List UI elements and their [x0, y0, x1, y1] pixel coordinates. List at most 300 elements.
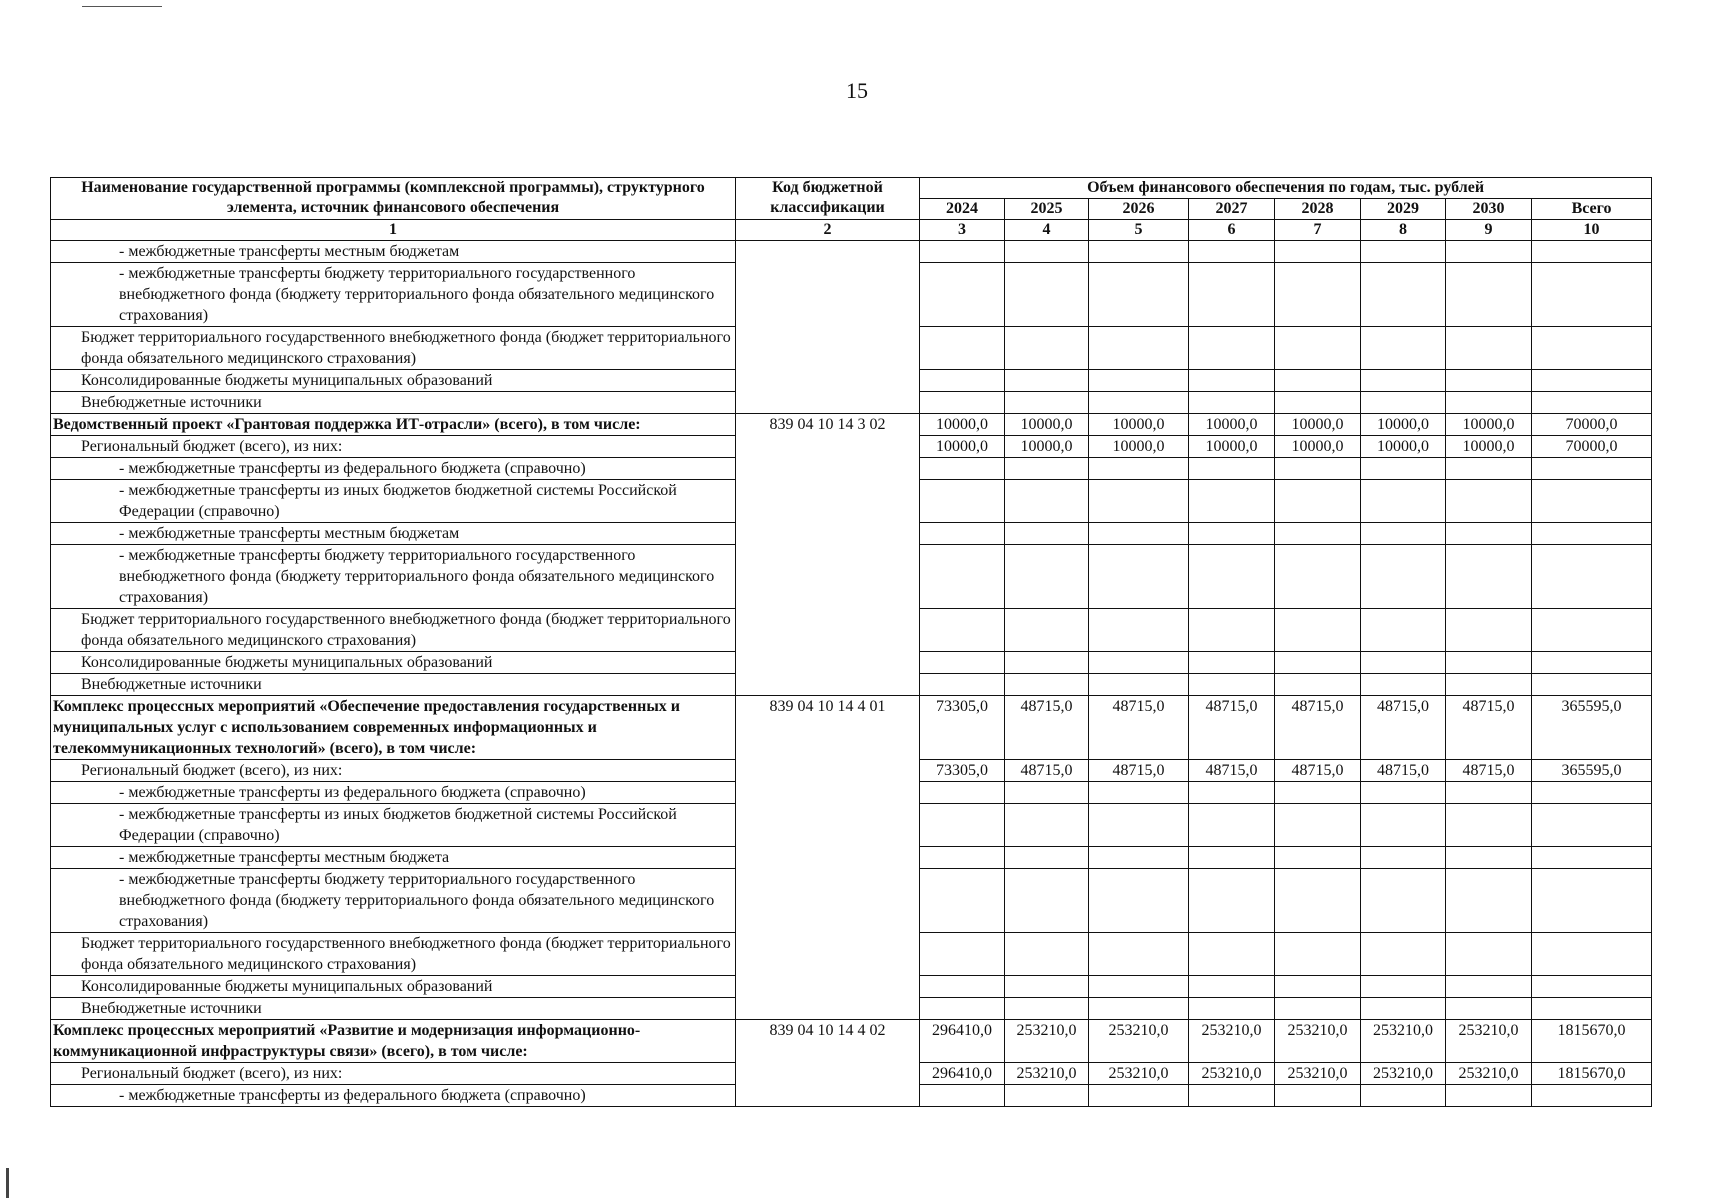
row-year-value [1005, 976, 1089, 998]
row-year-value [920, 241, 1005, 263]
year-header: 2025 [1005, 199, 1089, 220]
row-year-value [920, 1085, 1005, 1107]
row-name: - межбюджетные трансферты бюджету территориального государственного внебюджетного фонда (бюджету территориального фонда обязательного медицинского страхования) [51, 545, 736, 609]
row-year-value [1089, 545, 1189, 609]
table-header [51, 178, 1652, 241]
row-budget-code: 839 04 10 14 3 02 [736, 414, 920, 436]
row-year-value [1005, 370, 1089, 392]
row-year-value [1361, 480, 1446, 523]
row-year-value [1005, 241, 1089, 263]
row-year-value [1089, 933, 1189, 976]
row-year-value [1275, 480, 1361, 523]
row-year-value: 10000,0 [1446, 436, 1532, 458]
volume-column-header: Объем финансового обеспечения по годам, тыс. рублей [920, 178, 1652, 199]
row-year-value [1189, 609, 1275, 652]
row-year-value [920, 976, 1005, 998]
row-year-value [1189, 458, 1275, 480]
row-year-value [1275, 804, 1361, 847]
row-year-value [920, 327, 1005, 370]
year-header: 2028 [1275, 199, 1361, 220]
row-name: Внебюджетные источники [51, 392, 736, 414]
row-year-value: 10000,0 [1189, 414, 1275, 436]
row-budget-code [736, 609, 920, 652]
row-name: - межбюджетные трансферты местным бюджетам [51, 241, 736, 263]
row-budget-code [736, 998, 920, 1020]
row-total-value [1532, 480, 1652, 523]
year-header: 2027 [1189, 199, 1275, 220]
row-year-value [920, 869, 1005, 933]
row-year-value [1189, 976, 1275, 998]
row-year-value [1189, 998, 1275, 1020]
row-year-value [1361, 998, 1446, 1020]
row-year-value [1005, 652, 1089, 674]
table-row-section [51, 1020, 1652, 1063]
row-year-value [1275, 998, 1361, 1020]
table-row [51, 545, 1652, 609]
table-row [51, 392, 1652, 414]
row-year-value [1189, 847, 1275, 869]
row-year-value [1361, 609, 1446, 652]
table-row [51, 804, 1652, 847]
column-number: 8 [1361, 220, 1446, 241]
row-name: - межбюджетные трансферты из федерального бюджета (справочно) [51, 1085, 736, 1107]
row-year-value [1446, 847, 1532, 869]
row-total-value: 1815670,0 [1532, 1020, 1652, 1063]
row-year-value [1361, 392, 1446, 414]
row-budget-code: 839 04 10 14 4 01 [736, 696, 920, 760]
row-year-value [1446, 782, 1532, 804]
row-year-value: 48715,0 [1361, 696, 1446, 760]
column-number: 10 [1532, 220, 1652, 241]
row-year-value: 10000,0 [1089, 436, 1189, 458]
row-year-value: 296410,0 [920, 1063, 1005, 1085]
table-row [51, 609, 1652, 652]
row-year-value [1361, 263, 1446, 327]
year-header: 2024 [920, 199, 1005, 220]
column-number: 5 [1089, 220, 1189, 241]
row-year-value [1189, 370, 1275, 392]
row-year-value: 253210,0 [1189, 1020, 1275, 1063]
row-year-value [1089, 976, 1189, 998]
row-year-value: 253210,0 [1005, 1063, 1089, 1085]
row-total-value [1532, 545, 1652, 609]
row-year-value [1189, 392, 1275, 414]
row-year-value [1361, 869, 1446, 933]
row-year-value: 253210,0 [1005, 1020, 1089, 1063]
row-year-value [1089, 241, 1189, 263]
row-year-value [920, 674, 1005, 696]
row-year-value: 48715,0 [1275, 696, 1361, 760]
row-year-value [1089, 263, 1189, 327]
row-year-value [1446, 523, 1532, 545]
row-total-value [1532, 652, 1652, 674]
table-row [51, 263, 1652, 327]
row-year-value [1275, 652, 1361, 674]
column-number: 3 [920, 220, 1005, 241]
row-year-value [1275, 933, 1361, 976]
row-year-value [1089, 609, 1189, 652]
row-year-value [1189, 652, 1275, 674]
row-budget-code [736, 869, 920, 933]
top-rule [82, 6, 162, 7]
row-year-value [1275, 674, 1361, 696]
row-name: Консолидированные бюджеты муниципальных образований [51, 652, 736, 674]
row-year-value: 48715,0 [1005, 696, 1089, 760]
column-number: 1 [51, 220, 736, 241]
row-name: Бюджет территориального государственного внебюджетного фонда (бюджет территориального фонда обязательного медицинского страхования) [51, 933, 736, 976]
row-year-value [1446, 392, 1532, 414]
row-year-value [920, 545, 1005, 609]
row-year-value: 10000,0 [1189, 436, 1275, 458]
row-year-value [1189, 869, 1275, 933]
row-year-value [1361, 1085, 1446, 1107]
row-year-value [1446, 370, 1532, 392]
row-year-value [1189, 674, 1275, 696]
year-header: 2029 [1361, 199, 1446, 220]
row-budget-code [736, 545, 920, 609]
row-name: Внебюджетные источники [51, 674, 736, 696]
row-year-value: 10000,0 [1089, 414, 1189, 436]
row-year-value [1446, 674, 1532, 696]
row-year-value [1361, 523, 1446, 545]
row-year-value: 73305,0 [920, 760, 1005, 782]
table-row [51, 458, 1652, 480]
row-budget-code [736, 327, 920, 370]
row-year-value [1275, 976, 1361, 998]
row-year-value [1005, 609, 1089, 652]
row-year-value: 48715,0 [1005, 760, 1089, 782]
row-year-value [1446, 1085, 1532, 1107]
row-year-value [1275, 458, 1361, 480]
column-numbers-row [51, 220, 1652, 241]
row-year-value: 296410,0 [920, 1020, 1005, 1063]
row-year-value [1005, 933, 1089, 976]
row-year-value [1361, 782, 1446, 804]
row-year-value: 10000,0 [1446, 414, 1532, 436]
row-year-value: 48715,0 [1446, 696, 1532, 760]
row-year-value [1446, 545, 1532, 609]
row-total-value: 365595,0 [1532, 760, 1652, 782]
row-year-value [1189, 933, 1275, 976]
row-year-value: 48715,0 [1446, 760, 1532, 782]
row-year-value [1089, 458, 1189, 480]
row-name: Бюджет территориального государственного внебюджетного фонда (бюджет территориального фонда обязательного медицинского страхования) [51, 609, 736, 652]
row-year-value [1275, 782, 1361, 804]
row-total-value [1532, 933, 1652, 976]
row-year-value: 10000,0 [920, 414, 1005, 436]
row-year-value [1005, 545, 1089, 609]
row-total-value: 70000,0 [1532, 436, 1652, 458]
row-total-value [1532, 609, 1652, 652]
row-name: Комплекс процессных мероприятий «Развитие и модернизация информационно-коммуникационной инфраструктуры связи» (всего), в том числе: [51, 1020, 736, 1063]
row-total-value [1532, 782, 1652, 804]
year-header: 2030 [1446, 199, 1532, 220]
row-year-value: 10000,0 [1005, 436, 1089, 458]
row-year-value [1005, 804, 1089, 847]
row-name: Консолидированные бюджеты муниципальных образований [51, 370, 736, 392]
table-row [51, 652, 1652, 674]
row-budget-code [736, 760, 920, 782]
row-year-value: 253210,0 [1275, 1063, 1361, 1085]
row-year-value [1089, 1085, 1189, 1107]
row-name: Региональный бюджет (всего), из них: [51, 1063, 736, 1085]
table-row [51, 674, 1652, 696]
row-budget-code [736, 933, 920, 976]
row-total-value [1532, 998, 1652, 1020]
row-year-value: 10000,0 [1275, 436, 1361, 458]
row-year-value [1005, 458, 1089, 480]
row-year-value: 48715,0 [1189, 696, 1275, 760]
row-year-value [920, 370, 1005, 392]
row-year-value [1005, 869, 1089, 933]
row-year-value [1275, 370, 1361, 392]
row-year-value: 253210,0 [1189, 1063, 1275, 1085]
row-name: Комплекс процессных мероприятий «Обеспечение предоставления государственных и муниципальных услуг с использованием современных информационных и телекоммуникационных технологий» (всего), в том числе: [51, 696, 736, 760]
row-name: - межбюджетные трансферты из федерального бюджета (справочно) [51, 782, 736, 804]
row-budget-code [736, 652, 920, 674]
row-year-value [920, 847, 1005, 869]
table-row [51, 782, 1652, 804]
row-year-value [920, 458, 1005, 480]
row-total-value: 70000,0 [1532, 414, 1652, 436]
row-year-value: 48715,0 [1361, 760, 1446, 782]
table-row [51, 933, 1652, 976]
row-year-value [1361, 933, 1446, 976]
row-year-value: 10000,0 [920, 436, 1005, 458]
row-year-value [920, 652, 1005, 674]
row-year-value: 253210,0 [1361, 1020, 1446, 1063]
row-total-value [1532, 458, 1652, 480]
table-row-section [51, 696, 1652, 760]
row-year-value [1361, 976, 1446, 998]
row-year-value [1005, 782, 1089, 804]
row-year-value [1089, 847, 1189, 869]
table-row [51, 847, 1652, 869]
row-budget-code [736, 480, 920, 523]
row-year-value [1005, 998, 1089, 1020]
row-year-value [920, 392, 1005, 414]
row-year-value [1005, 392, 1089, 414]
row-year-value [1361, 674, 1446, 696]
row-budget-code [736, 523, 920, 545]
table-row-section [51, 414, 1652, 436]
row-budget-code [736, 1063, 920, 1085]
row-total-value [1532, 976, 1652, 998]
row-name: Бюджет территориального государственного внебюджетного фонда (бюджет территориального фонда обязательного медицинского страхования) [51, 327, 736, 370]
row-year-value [1446, 609, 1532, 652]
row-year-value: 48715,0 [1089, 696, 1189, 760]
row-budget-code [736, 241, 920, 263]
row-year-value [1005, 523, 1089, 545]
row-year-value [920, 782, 1005, 804]
row-year-value: 48715,0 [1189, 760, 1275, 782]
row-year-value [1089, 480, 1189, 523]
column-number: 6 [1189, 220, 1275, 241]
row-year-value [1361, 847, 1446, 869]
row-year-value [920, 804, 1005, 847]
row-year-value [920, 523, 1005, 545]
row-year-value: 10000,0 [1005, 414, 1089, 436]
column-number: 9 [1446, 220, 1532, 241]
row-total-value [1532, 263, 1652, 327]
row-name: Внебюджетные источники [51, 998, 736, 1020]
row-year-value [1361, 241, 1446, 263]
row-budget-code [736, 370, 920, 392]
row-total-value [1532, 804, 1652, 847]
row-year-value: 48715,0 [1275, 760, 1361, 782]
year-header: 2026 [1089, 199, 1189, 220]
row-year-value [1446, 327, 1532, 370]
row-budget-code [736, 392, 920, 414]
row-year-value [1189, 523, 1275, 545]
row-year-value [1446, 480, 1532, 523]
row-total-value [1532, 674, 1652, 696]
row-budget-code [736, 674, 920, 696]
row-budget-code [736, 782, 920, 804]
table-row [51, 436, 1652, 458]
row-total-value [1532, 370, 1652, 392]
row-total-value: 1815670,0 [1532, 1063, 1652, 1085]
row-year-value [1275, 869, 1361, 933]
table-row [51, 998, 1652, 1020]
row-year-value [1189, 327, 1275, 370]
row-year-value [1275, 609, 1361, 652]
row-year-value [1446, 933, 1532, 976]
row-year-value [1089, 327, 1189, 370]
row-year-value [1361, 458, 1446, 480]
row-year-value [1275, 327, 1361, 370]
row-year-value: 253210,0 [1446, 1063, 1532, 1085]
row-year-value [1005, 327, 1089, 370]
row-budget-code [736, 976, 920, 998]
row-year-value [1005, 674, 1089, 696]
row-year-value: 48715,0 [1089, 760, 1189, 782]
column-number: 7 [1275, 220, 1361, 241]
row-year-value [1275, 523, 1361, 545]
row-year-value [1089, 523, 1189, 545]
row-year-value [1361, 545, 1446, 609]
row-year-value [1275, 545, 1361, 609]
row-total-value [1532, 327, 1652, 370]
row-year-value: 10000,0 [1361, 436, 1446, 458]
row-total-value [1532, 869, 1652, 933]
row-year-value [1275, 392, 1361, 414]
row-name: - межбюджетные трансферты бюджету территориального государственного внебюджетного фонда (бюджету территориального фонда обязательного медицинского страхования) [51, 869, 736, 933]
row-year-value: 253210,0 [1361, 1063, 1446, 1085]
row-year-value [1446, 263, 1532, 327]
table-row [51, 976, 1652, 998]
row-year-value: 253210,0 [1275, 1020, 1361, 1063]
row-year-value [920, 933, 1005, 976]
row-name: - межбюджетные трансферты бюджету территориального государственного внебюджетного фонда (бюджету территориального фонда обязательного медицинского страхования) [51, 263, 736, 327]
row-total-value [1532, 1085, 1652, 1107]
row-year-value [1089, 674, 1189, 696]
row-name: Региональный бюджет (всего), из них: [51, 436, 736, 458]
name-column-header: Наименование государственной программы (комплексной программы), структурного элемента, источник финансового обеспечения [51, 178, 736, 220]
row-year-value [920, 480, 1005, 523]
row-year-value [1005, 263, 1089, 327]
row-name: Ведомственный проект «Грантовая поддержка ИТ-отрасли» (всего), в том числе: [51, 414, 736, 436]
row-year-value [920, 263, 1005, 327]
code-column-header: Код бюджетной классификации [736, 178, 920, 220]
row-year-value [1361, 327, 1446, 370]
row-year-value [1446, 458, 1532, 480]
row-year-value: 10000,0 [1361, 414, 1446, 436]
row-year-value [1089, 869, 1189, 933]
table-body [51, 241, 1652, 1107]
row-budget-code [736, 458, 920, 480]
table-row [51, 327, 1652, 370]
margin-mark [6, 1168, 9, 1198]
row-year-value [1361, 370, 1446, 392]
row-year-value [920, 609, 1005, 652]
row-year-value [1005, 1085, 1089, 1107]
row-year-value [1089, 392, 1189, 414]
row-year-value [1189, 782, 1275, 804]
row-name: Региональный бюджет (всего), из них: [51, 760, 736, 782]
row-budget-code: 839 04 10 14 4 02 [736, 1020, 920, 1063]
row-year-value [1189, 480, 1275, 523]
row-year-value [1361, 804, 1446, 847]
row-name: - межбюджетные трансферты из федерального бюджета (справочно) [51, 458, 736, 480]
row-year-value [1189, 241, 1275, 263]
row-year-value [1189, 804, 1275, 847]
row-name: - межбюджетные трансферты из иных бюджетов бюджетной системы Российской Федерации (справочно) [51, 804, 736, 847]
table-row [51, 760, 1652, 782]
total-header: Всего [1532, 199, 1652, 220]
row-year-value [1089, 652, 1189, 674]
row-budget-code [736, 804, 920, 847]
row-year-value: 10000,0 [1275, 414, 1361, 436]
row-year-value [1446, 241, 1532, 263]
table-row [51, 480, 1652, 523]
row-year-value [1189, 263, 1275, 327]
table-row [51, 1063, 1652, 1085]
row-name: - межбюджетные трансферты местным бюджета [51, 847, 736, 869]
row-name: - межбюджетные трансферты местным бюджетам [51, 523, 736, 545]
row-year-value [1005, 847, 1089, 869]
table-row [51, 241, 1652, 263]
row-year-value [1446, 869, 1532, 933]
row-year-value [1446, 998, 1532, 1020]
row-year-value [1005, 480, 1089, 523]
column-number: 4 [1005, 220, 1089, 241]
financing-table [50, 177, 1652, 1107]
row-year-value [1089, 370, 1189, 392]
row-total-value [1532, 241, 1652, 263]
column-number: 2 [736, 220, 920, 241]
row-year-value: 73305,0 [920, 696, 1005, 760]
row-year-value [1089, 804, 1189, 847]
table-row [51, 1085, 1652, 1107]
row-year-value: 253210,0 [1089, 1063, 1189, 1085]
row-year-value [920, 998, 1005, 1020]
row-budget-code [736, 263, 920, 327]
row-year-value [1089, 782, 1189, 804]
table-row [51, 523, 1652, 545]
row-year-value [1446, 652, 1532, 674]
row-budget-code [736, 436, 920, 458]
table-row [51, 370, 1652, 392]
row-year-value [1275, 847, 1361, 869]
table-row [51, 869, 1652, 933]
row-budget-code [736, 847, 920, 869]
row-year-value [1275, 241, 1361, 263]
row-year-value [1189, 545, 1275, 609]
row-year-value [1089, 998, 1189, 1020]
row-budget-code [736, 1085, 920, 1107]
row-name: - межбюджетные трансферты из иных бюджетов бюджетной системы Российской Федерации (справочно) [51, 480, 736, 523]
